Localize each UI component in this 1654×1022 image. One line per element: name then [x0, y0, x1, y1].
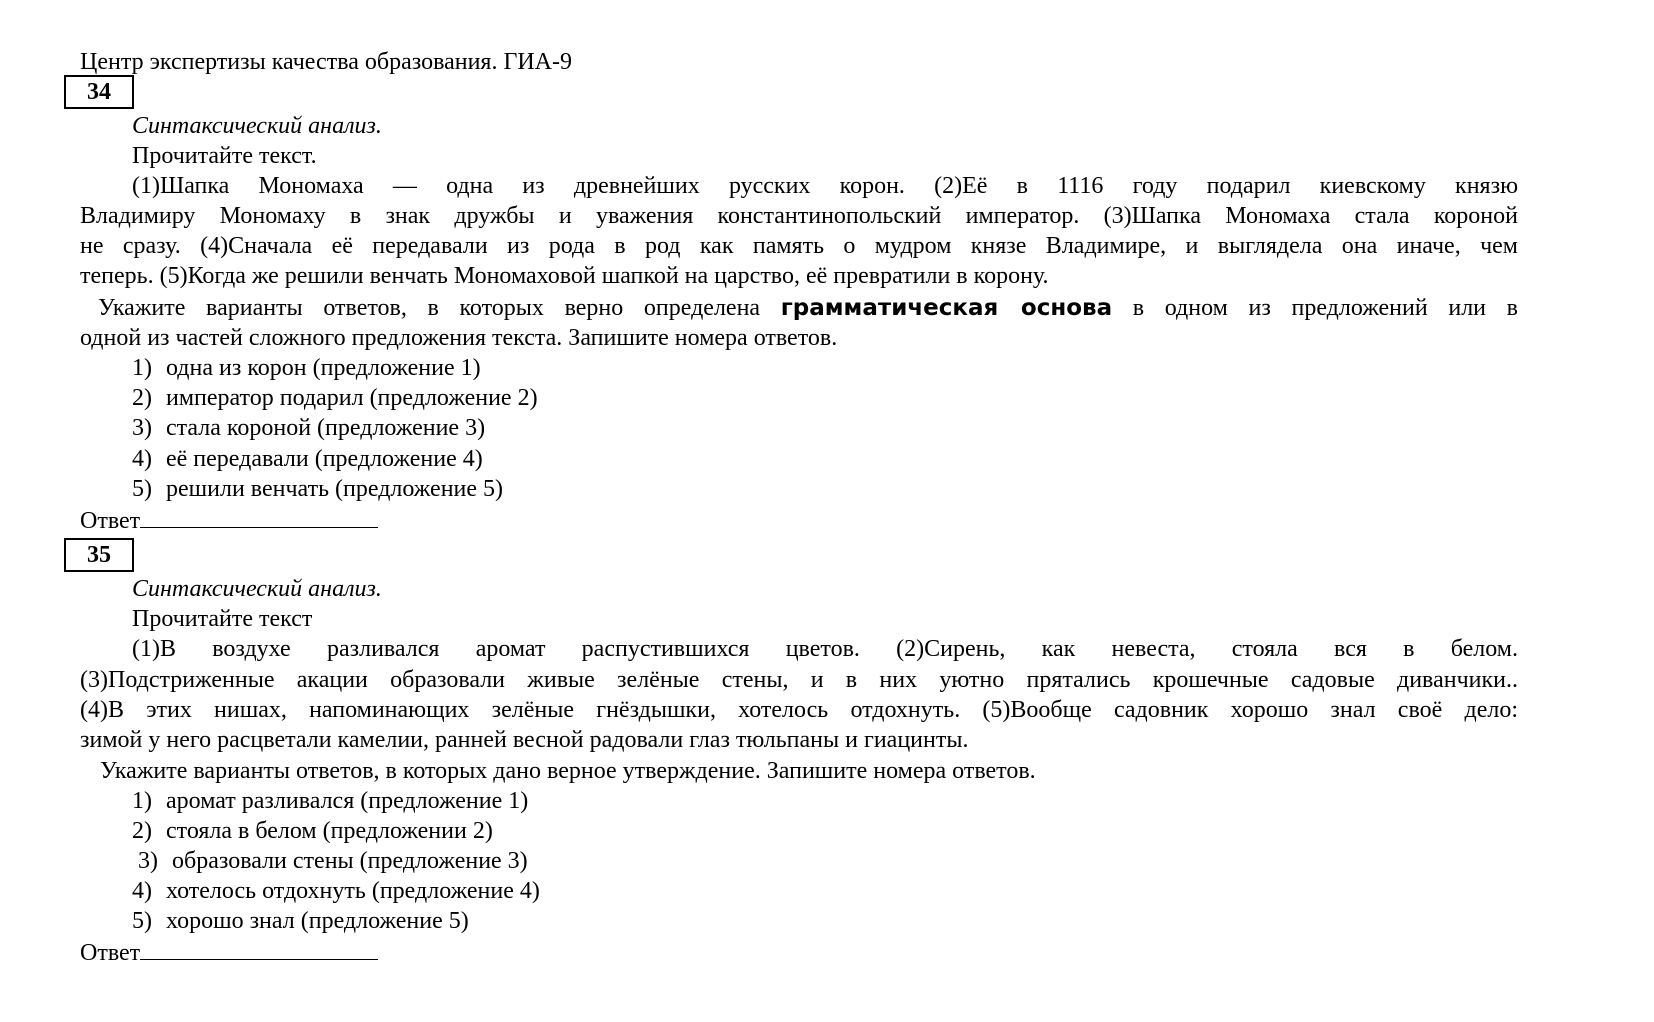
task-34-text-line-4: теперь. (5)Когда же решили венчать Мономаховой шапкой на царство, её превратили в корону.	[80, 263, 1049, 289]
task-34-question-line-2: одной из частей сложного предложения текста. Запишите номера ответов.	[80, 325, 838, 351]
option-text: одна из корон (предложение 1)	[166, 355, 481, 381]
task-34-option-3	[132, 412, 485, 444]
option-number: 2)	[132, 818, 152, 844]
task-34-option-5	[132, 473, 503, 505]
option-number: 4)	[132, 878, 152, 904]
task-number-34: 34	[64, 75, 134, 109]
task-number-35: 35	[64, 538, 134, 572]
option-number: 5)	[132, 908, 152, 934]
page-header: Центр экспертизы качества образования. ГИА-9	[80, 49, 572, 75]
task-35-text-line-3: (4)В этих нишах, напоминающих зелёные гнёздышки, хотелось отдохнуть. (5)Вообще садовник хорошо знал своё дело:	[80, 697, 1518, 723]
task-35-option-1	[132, 785, 528, 817]
task-35-option-4	[132, 875, 540, 907]
option-text: хотелось отдохнуть (предложение 4)	[166, 878, 540, 904]
option-number: 1)	[132, 788, 152, 814]
task-35-text-line-4: зимой у него расцветали камелии, ранней весной радовали глаз тюльпаны и гиацинты.	[80, 727, 969, 753]
task-34-question-line-1	[98, 292, 1518, 324]
answer-label: Ответ	[80, 508, 141, 534]
task-34-question-before: Укажите варианты ответов, в которых верно определена	[98, 295, 761, 321]
task-34-option-2	[132, 382, 538, 414]
task-34-text-line-2: Владимиру Мономаху в знак дружбы и уважения константинопольский император. (3)Шапка Мономаха стала короной	[80, 203, 1518, 229]
option-text: хорошо знал (предложение 5)	[166, 908, 469, 934]
task-35-title: Синтаксический анализ.	[132, 576, 382, 602]
option-number: 3)	[132, 415, 152, 441]
option-number: 3)	[138, 848, 158, 874]
task-34-question-bold: грамматическая основа	[780, 295, 1113, 321]
task-34-question-after: в одном из предложений или в	[1132, 295, 1519, 321]
answer-blank[interactable]	[140, 503, 378, 528]
option-text: образовали стены (предложение 3)	[172, 848, 528, 874]
task-34-option-4	[132, 443, 483, 475]
option-text: стояла в белом (предложении 2)	[166, 818, 493, 844]
answer-label: Ответ	[80, 940, 141, 966]
task-35-answer-line[interactable]	[80, 935, 378, 969]
option-number: 4)	[132, 446, 152, 472]
task-35-instruction: Прочитайте текст	[132, 606, 313, 632]
task-34-text-line-3: не сразу. (4)Сначала её передавали из рода в род как память о мудром князе Владимире, и выглядела она иначе, чем	[80, 233, 1518, 259]
option-text: решили венчать (предложение 5)	[166, 476, 504, 502]
option-text: аромат разливался (предложение 1)	[166, 788, 529, 814]
task-35-option-5	[132, 905, 469, 937]
task-34-title: Синтаксический анализ.	[132, 113, 382, 139]
option-number: 2)	[132, 385, 152, 411]
option-number: 1)	[132, 355, 152, 381]
task-35-question: Укажите варианты ответов, в которых дано верное утверждение. Запишите номера ответов.	[100, 758, 1036, 784]
task-34-text-line-1: (1)Шапка Мономаха — одна из древнейших русских корон. (2)Её в 1116 году подарил киевскому князю	[132, 173, 1518, 199]
task-34-instruction: Прочитайте текст.	[132, 143, 317, 169]
answer-blank[interactable]	[140, 935, 378, 960]
task-34-option-1	[132, 352, 481, 384]
option-number: 5)	[132, 476, 152, 502]
task-35-option-2	[132, 815, 493, 847]
option-text: её передавали (предложение 4)	[166, 446, 483, 472]
task-34-answer-line[interactable]	[80, 503, 378, 537]
option-text: император подарил (предложение 2)	[166, 385, 538, 411]
option-text: стала короной (предложение 3)	[166, 415, 486, 441]
task-35-text-line-2: (3)Подстриженные акации образовали живые зелёные стены, и в них уютно прятались крошечные садовые диванчики..	[80, 667, 1518, 693]
task-35-text-line-1: (1)В воздухе разливался аромат распустившихся цветов. (2)Сирень, как невеста, стояла вся в белом.	[132, 636, 1518, 662]
task-35-option-3	[138, 845, 528, 877]
